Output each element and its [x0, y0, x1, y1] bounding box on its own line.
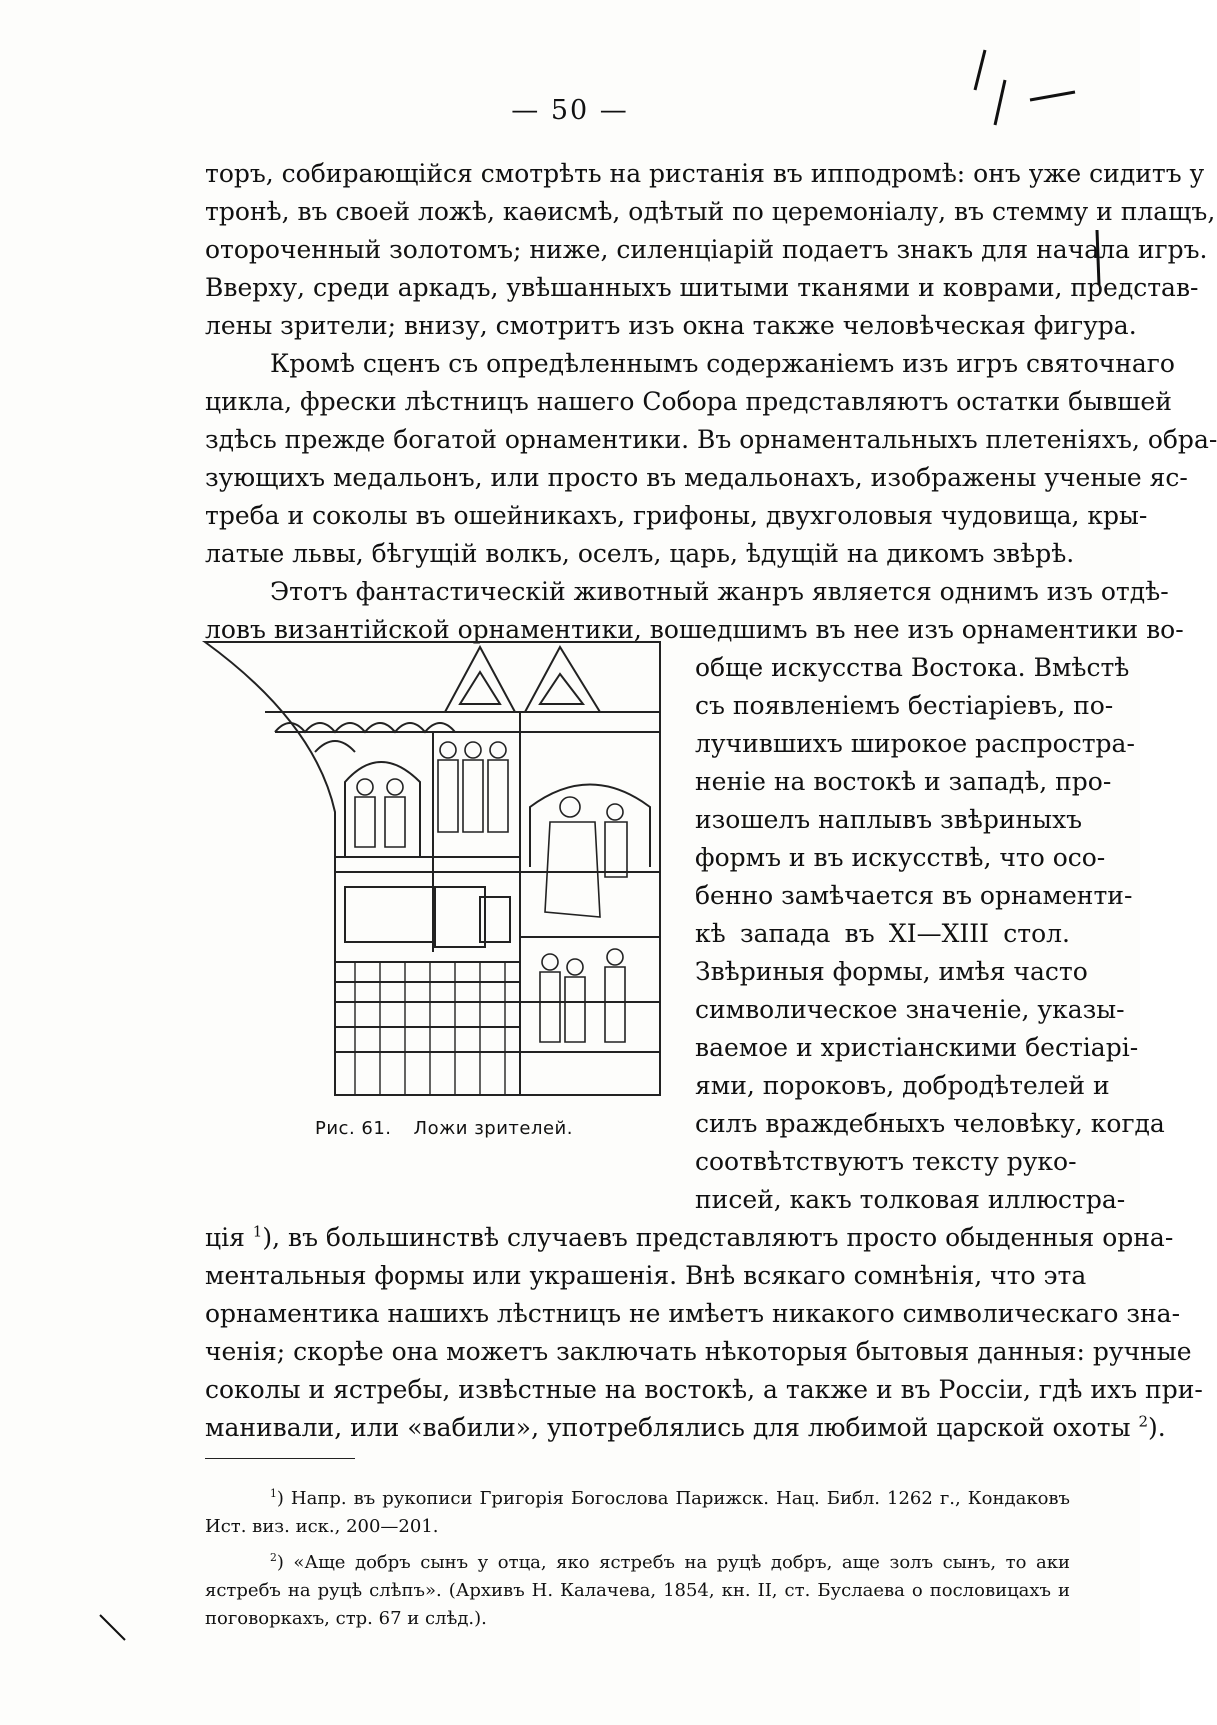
text-line: ваемое и христіанскими бестіарі- [695, 1033, 1139, 1062]
text-line: Кромѣ сценъ съ опредѣленнымъ содержаніемъ изъ игръ святочнаго [270, 349, 1175, 378]
arcade-1 [345, 762, 420, 857]
page-number: — 50 — [511, 95, 629, 126]
text-line: Этотъ фантастическій животный жанръ является однимъ изъ отдѣ- [270, 577, 1169, 606]
text-line: писей, какъ толковая иллюстра- [695, 1185, 1126, 1214]
footnote-2-line: ястребъ на руцѣ слѣпъ». (Архивъ Н. Калачева, 1854, кн. II, ст. Буслаева о пословицахъ и [205, 1580, 1070, 1601]
text-line: ями, пороковъ, добродѣтелей и [695, 1071, 1110, 1100]
lower-windows [335, 887, 660, 1052]
line-rest: ), въ большинствѣ случаевъ представляютъ просто обыденныя орна- [262, 1223, 1174, 1252]
footnote-text: ) Напр. въ рукописи Григорія Богослова Парижск. Нац. Библ. 1262 г., Кондаковъ [276, 1488, 1070, 1509]
line-tail: ). [1148, 1413, 1166, 1442]
gable-right-inner [540, 674, 583, 704]
footnote-marker: 1 [270, 1487, 277, 1500]
text-line [205, 1219, 1174, 1257]
text-line: формъ и въ искусствѣ, что осо- [695, 843, 1106, 872]
text-line [205, 1409, 1166, 1447]
scan-mark-right [1085, 225, 1110, 290]
footnote-divider [205, 1458, 355, 1459]
text-line: изошелъ наплывъ звѣриныхъ [695, 805, 1083, 834]
line-start: ція [205, 1223, 245, 1252]
line-text: манивали, или «вабили», употреблялись для любимой царской охоты [205, 1413, 1131, 1442]
figure-title: Ложи зрителей. [413, 1118, 573, 1139]
footnote-1-line: Ист. виз. иск., 200—201. [205, 1516, 439, 1537]
text-line: ловъ византійской орнаментики, вошедшимъ въ нее изъ орнаментики во- [205, 615, 1184, 644]
text-line: ченія; скорѣе она можетъ заключать нѣкоторыя бытовыя данныя: ручные [205, 1337, 1192, 1366]
spectator-figures [355, 742, 627, 1042]
text-line: Вверху, среди аркадъ, увѣшанныхъ шитыми тканями и коврами, представ- [205, 273, 1199, 302]
footnote-marker: 2 [270, 1551, 277, 1564]
text-line: бенно замѣчается въ орнаменти- [695, 881, 1133, 910]
text-line: обще искусства Востока. Вмѣстѣ [695, 653, 1130, 682]
gable-right [525, 647, 600, 712]
text-line: здѣсь прежде богатой орнаментики. Въ орнаментальныхъ плетеніяхъ, обра- [205, 425, 1217, 454]
scan-mark-top-right [960, 30, 1090, 140]
text-line: силъ враждебныхъ человѣку, когда [695, 1109, 1165, 1138]
figure-label: Рис. 61. [315, 1118, 392, 1139]
text-line: съ появленіемъ бестіаріевъ, по- [695, 691, 1114, 720]
gable-left-inner [460, 672, 500, 704]
footnote-2-line [270, 1549, 1070, 1577]
text-line: треба и соколы въ ошейникахъ, грифоны, двухголовыя чудовища, кры- [205, 501, 1148, 530]
text-line: отороченный золотомъ; ниже, силенціарій подаетъ знакъ для начала игръ. [205, 235, 1208, 264]
text-line: зующихъ медальонъ, или просто въ медальонахъ, изображены ученые яс- [205, 463, 1188, 492]
text-line: ментальныя формы или украшенія. Внѣ всякаго сомнѣнія, что эта [205, 1261, 1087, 1290]
text-line: лучившихъ широкое распростра- [695, 729, 1135, 758]
gable-left [445, 647, 515, 712]
text-line: кѣ запада въ XI—XIII стол. [695, 919, 1070, 948]
footnote-2-line: поговоркахъ, стр. 67 и слѣд.). [205, 1608, 487, 1629]
footnote-1-line [270, 1485, 1070, 1513]
text-line: торъ, собирающійся смотрѣть на ристанія въ ипподромѣ: онъ уже сидитъ у [205, 159, 1205, 188]
text-line: латые львы, бѣгущій волкъ, оселъ, царь, ѣдущій на дикомъ звѣрѣ. [205, 539, 1075, 568]
text-line: орнаментика нашихъ лѣстницъ не имѣетъ никакого символическаго зна- [205, 1299, 1181, 1328]
figure-caption [315, 1118, 573, 1139]
footnote-ref: 1 [252, 1222, 263, 1241]
footnote-text: ) «Аще добръ сынъ у отца, яко ястребъ на руцѣ добръ, аще золъ сынъ, то аки [276, 1552, 1070, 1573]
scan-mark-bottom-left [95, 1610, 135, 1650]
text-line: лены зрители; внизу, смотритъ изъ окна также человѣческая фигура. [205, 311, 1137, 340]
text-line: тронѣ, въ своей ложѣ, каѳисмѣ, одѣтый по церемоніалу, въ стемму и плащъ, [205, 197, 1216, 226]
text-line: Звѣриныя формы, имѣя часто [695, 957, 1088, 986]
text-line: соколы и ястребы, извѣстные на востокѣ, а также и въ Россіи, гдѣ ихъ при- [205, 1375, 1203, 1404]
footnote-ref: 2 [1138, 1412, 1148, 1431]
text-line: соотвѣтствуютъ тексту руко- [695, 1147, 1077, 1176]
text-line: неніе на востокѣ и западѣ, про- [695, 767, 1112, 796]
figure-illustration [205, 632, 665, 1102]
text-line: символическое значеніе, указы- [695, 995, 1125, 1024]
text-line: цикла, фрески лѣстницъ нашего Собора представляютъ остатки бывшей [205, 387, 1172, 416]
